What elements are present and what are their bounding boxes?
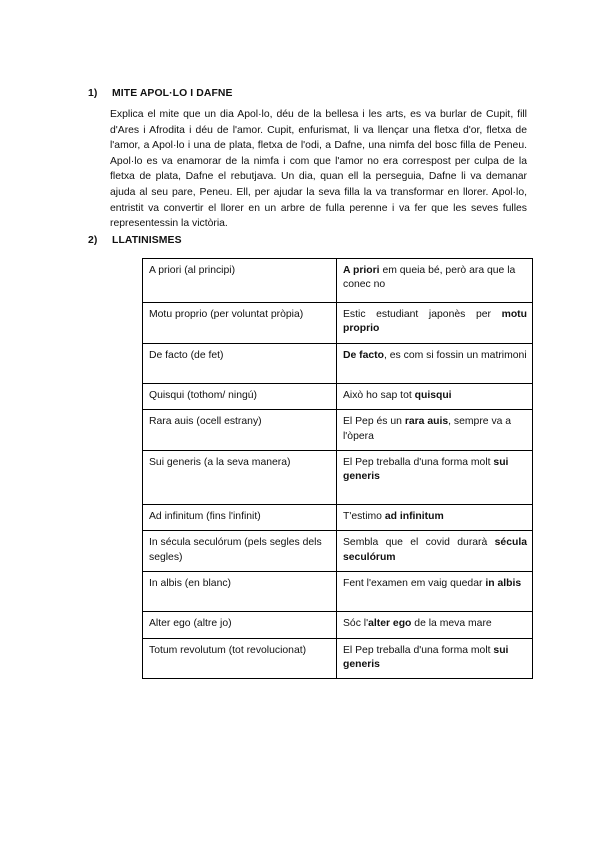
example-text: Sóc l' — [343, 618, 369, 630]
example-cell — [337, 410, 533, 451]
example-cell — [337, 638, 533, 679]
latinism-bold: sécula seculórum — [343, 537, 527, 563]
section-2-number: 2) — [88, 235, 98, 246]
example-cell — [337, 572, 533, 612]
example-cell — [337, 259, 533, 303]
latinism-bold: rara auis — [404, 416, 449, 428]
table-row — [143, 505, 533, 531]
example-cell — [337, 343, 533, 383]
example-text: Això ho sap tot — [343, 389, 415, 401]
example-text: Sembla que el covid durarà — [343, 537, 495, 549]
example-cell — [337, 505, 533, 531]
example-text: T'estimo — [343, 511, 385, 523]
example-text: , es com si fossin un matrimoni — [384, 349, 527, 361]
table-row — [143, 303, 533, 344]
term-cell: A priori (al principi) — [143, 259, 337, 303]
latinisms-table — [142, 258, 533, 679]
term-cell: Ad infinitum (fins l'infinit) — [143, 505, 337, 531]
section-2-heading — [88, 235, 182, 246]
term-cell: In sécula seculórum (pels segles dels segles) — [143, 531, 337, 572]
section-1-number: 1) — [88, 88, 98, 99]
section-2-title: LLATINISMES — [112, 235, 182, 246]
example-text: El Pep és un — [343, 416, 405, 428]
term-cell: Rara auis (ocell estrany) — [143, 410, 337, 451]
example-cell — [337, 531, 533, 572]
term-cell: Quisqui (tothom/ ningú) — [143, 383, 337, 409]
table-row — [143, 531, 533, 572]
table-row — [143, 259, 533, 303]
example-cell — [337, 612, 533, 638]
example-text: El Pep treballa d'una forma molt — [343, 644, 494, 656]
latinism-bold: sui generis — [343, 644, 509, 671]
term-cell: In albis (en blanc) — [143, 572, 337, 612]
latinism-bold: De facto — [343, 349, 384, 361]
example-text: Fent l'examen em vaig quedar — [343, 578, 486, 590]
latinism-bold: sui generis — [343, 457, 509, 483]
term-cell: Motu proprio (per voluntat pròpia) — [143, 303, 337, 344]
example-text: El Pep treballa d'una forma molt — [343, 457, 494, 469]
term-cell: Totum revolutum (tot revolucionat) — [143, 638, 337, 679]
term-cell: De facto (de fet) — [143, 343, 337, 383]
latinism-bold: alter ego — [368, 618, 412, 630]
example-text: de la meva mare — [411, 618, 492, 630]
table-row — [143, 572, 533, 612]
term-cell: Alter ego (altre jo) — [143, 612, 337, 638]
example-cell — [337, 303, 533, 344]
example-text: Estic estudiant japonès per — [343, 309, 502, 320]
example-text: em queia bé, però ara que la conec no — [343, 265, 516, 291]
term-cell: Sui generis (a la seva manera) — [143, 451, 337, 505]
latinism-bold: quisqui — [414, 389, 452, 401]
myth-paragraph: Explica el mite que un dia Apol·lo, déu de la bellesa i les arts, es va burlar de Cupit, fill d'Ares i Afrodita i déu de l'amor. Cupit, enfurismat, li va llençar una fletxa d'or, fletxa de l'amor, a Apol·lo i una de plata, fletxa de l'odi, a Dafne, una nimfa del bosc filla de Peneu. Apol·lo es va enamorar de la nimfa i com que l'amor no era correspost per culpa de la fletxa de plata, Dafne el rebutjava. Un dia, quan ell la perseguia, Dafne li va demanar ajuda al seu pare, Peneu. Ell, per ajudar la seva filla la va transformar en llorer. Apol·lo, entristit va convertir el llorer en un arbre de fulla perenne i va fer que les seves fulles representessin la victòria. — [110, 109, 527, 230]
table-row — [143, 410, 533, 451]
latinism-bold: motu proprio — [343, 309, 527, 335]
table-row — [143, 612, 533, 638]
table-row — [143, 638, 533, 679]
section-1-heading — [88, 88, 233, 99]
table-row — [143, 451, 533, 505]
section-1-title: MITE APOL·LO I DAFNE — [112, 88, 233, 99]
example-cell — [337, 451, 533, 505]
example-cell — [337, 383, 533, 409]
latinism-bold: A priori — [343, 265, 380, 276]
table-row — [143, 343, 533, 383]
latinism-bold: in albis — [485, 578, 522, 590]
table-row — [143, 383, 533, 409]
example-text: , sempre va a l'òpera — [343, 416, 512, 442]
latinism-bold: ad infinitum — [384, 511, 444, 523]
